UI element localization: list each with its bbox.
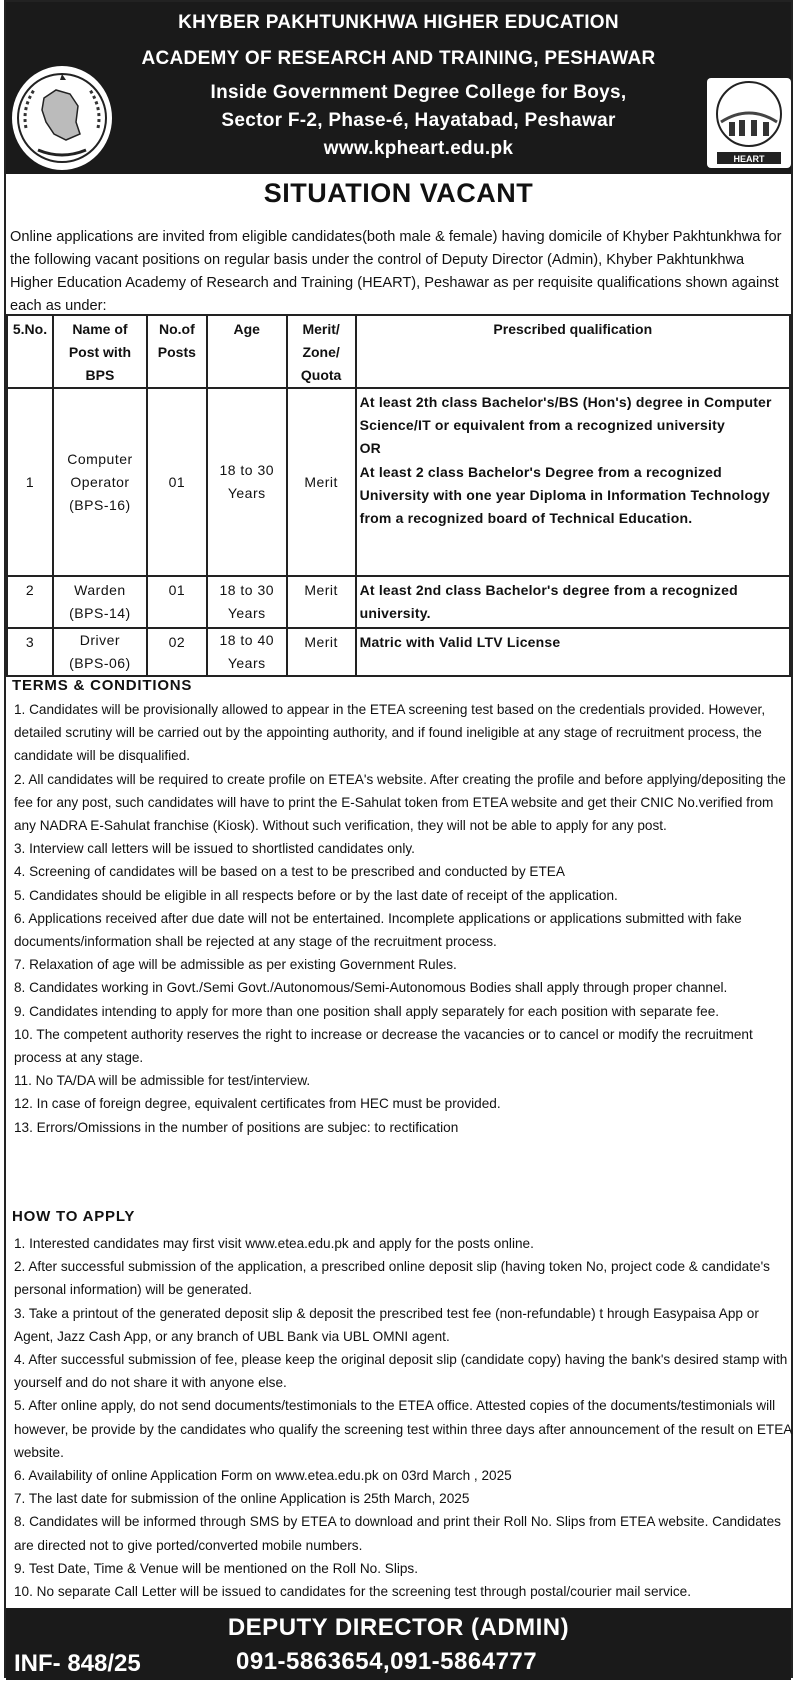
header-line-2: ACADEMY OF RESEARCH AND TRAINING, PESHAWAR — [141, 48, 656, 69]
terms-list — [14, 698, 796, 1139]
cell-merit: Merit — [287, 576, 356, 628]
cell-sno: 1 — [7, 388, 53, 576]
advertisement-page — [4, 0, 793, 1678]
page-title: SITUATION VACANT — [263, 178, 534, 208]
col-header-age: Age — [207, 315, 287, 388]
list-item: 7. Relaxation of age will be admissible as per existing Government Rules. — [14, 957, 457, 973]
contact-phones: 091-5863654,091-5864777 — [236, 1648, 538, 1675]
list-item: 3. Interview call letters will be issued to shortlisted candidates only. — [14, 841, 415, 857]
col-header-merit: Merit/ Zone/ Quota — [287, 315, 356, 388]
list-item: 6. Availability of online Application Form on www.etea.edu.pk on 03rd March , 2025 — [14, 1468, 512, 1484]
table-row — [7, 628, 790, 676]
list-item: 5. Candidates should be eligible in all respects before or by the last date of receipt of the application. — [14, 887, 618, 903]
col-header-post: Name of Post with BPS — [53, 315, 147, 388]
header-line-3: Inside Government Degree College for Boys, — [210, 82, 627, 103]
cell-posts: 02 — [147, 628, 207, 676]
list-item: 1. Candidates will be provisionally allowed to appear in the ETEA screening test based on the credentials provided. However, detailed scrutiny will be carried out by the appointing authority, and if found ineligible at any stage of recruitment process, the candidate will be disqualified. — [14, 702, 766, 764]
list-item: 3. Take a printout of the generated deposit slip & deposit the prescribed test fee (non-refundable) t hrough Easypaisa App or Agent, Jazz Cash App, or any branch of UBL Bank via UBL OMNI agent. — [14, 1305, 759, 1344]
list-item: 8. Candidates will be informed through SMS by ETEA to download and print their Roll No. Slips from ETEA website. Candidates are directed not to give ported/converted mobile numbers. — [14, 1514, 781, 1553]
cell-qualification: At least 2th class Bachelor's/BS (Hon's) degree in Computer Science/IT or equivalent from a recognized university OR At least 2 class Bachelor's Degree from a recognized University with one year Diploma in Information Technology from a recognized board of Technical Education. — [356, 388, 790, 576]
list-item: 9. Candidates intending to apply for more than one position shall apply separately for each position with separate fee. — [14, 1003, 720, 1019]
col-header-posts: No.of Posts — [147, 315, 207, 388]
cell-age: 18 to 30 Years — [207, 388, 287, 576]
intro-paragraph: Online applications are invited from eligible candidates(both male & female) having domicile of Khyber Pakhtunkhwa for the following vacant positions on regular basis under the control of Deputy Director (Admin), Khyber Pakhtunkhwa Higher Education Academy of Research and Training (HEART), Peshawar as per requisite qualifications shown against each as under: — [10, 229, 782, 314]
col-header-qualification: Prescribed qualification — [356, 315, 790, 388]
cell-post: Computer Operator (BPS-16) — [53, 388, 147, 576]
header-line-4: Sector F-2, Phase-é, Hayatabad, Peshawar — [221, 110, 616, 131]
how-to-apply-heading: HOW TO APPLY — [12, 1208, 136, 1225]
cell-posts: 01 — [147, 388, 207, 576]
cell-age: 18 to 40 Years — [207, 628, 287, 676]
cell-sno: 2 — [7, 576, 53, 628]
table-row — [7, 576, 790, 628]
list-item: 10. The competent authority reserves the right to increase or decrease the vacancies or to cancel or modify the recruitment process at any stage. — [14, 1026, 753, 1066]
cell-age: 18 to 30 Years — [207, 576, 287, 628]
table-row — [7, 388, 790, 576]
kp-government-emblem-icon — [12, 66, 112, 170]
heart-academy-logo-icon — [707, 78, 791, 168]
how-to-apply-list — [14, 1232, 796, 1603]
cell-merit: Merit — [287, 628, 356, 676]
list-item: 4. After successful submission of fee, please keep the original deposit slip (candidate copy) having the bank's desired stamp with yourself and do not share it with anyone else. — [14, 1352, 788, 1391]
list-item: 8. Candidates working in Govt./Semi Govt./Autonomous/Semi-Autonomous Bodies shall apply through proper channel. — [14, 980, 728, 996]
list-item: 9. Test Date, Time & Venue will be mentioned on the Roll No. Slips. — [14, 1560, 419, 1576]
list-item: 6. Applications received after due date will not be entertained. Incomplete applications or applications submitted with fake documents/information shall be rejected at any stage of the recruitment process. — [14, 910, 742, 950]
header-website: www.kpheart.edu.pk — [323, 138, 514, 159]
header-line-1: KHYBER PAKHTUNKHWA HIGHER EDUCATION — [178, 12, 619, 33]
cell-posts: 01 — [147, 576, 207, 628]
header-banner — [6, 2, 791, 174]
cell-qualification: At least 2nd class Bachelor's degree from a recognized university. — [356, 576, 790, 628]
cell-merit: Merit — [287, 388, 356, 576]
list-item: 4. Screening of candidates will be based on a test to be prescribed and conducted by ETEA — [14, 864, 565, 880]
footer-banner — [6, 1608, 791, 1680]
list-item: 1. Interested candidates may first visit www.etea.edu.pk and apply for the posts online. — [14, 1236, 534, 1251]
vacancy-table — [6, 314, 791, 677]
heart-logo-text: HEART — [733, 154, 765, 164]
list-item: 10. No separate Call Letter will be issued to candidates for the screening test through postal/courier mail service. — [14, 1584, 692, 1600]
cell-qualification: Matric with Valid LTV License — [356, 628, 790, 676]
list-item: 13. Errors/Omissions in the number of positions are subjec: to rectification — [14, 1119, 459, 1135]
signatory-designation: DEPUTY DIRECTOR (ADMIN) — [227, 1614, 570, 1641]
list-item: 5. After online apply, do not send documents/testimonials to the ETEA office. Attested copies of the documents/testimonials will however, be provide by the candidates who qualify the screening test within three days after announcement of the result on ETEA website. — [14, 1398, 792, 1460]
cell-post: Warden (BPS-14) — [53, 576, 147, 628]
list-item: 2. After successful submission of the application, a prescribed online deposit slip (having token No, project code & candidate's personal information) will be generated. — [14, 1259, 770, 1298]
advertisement-reference: INF- 848/25 — [14, 1650, 141, 1677]
terms-heading: TERMS & CONDITIONS — [12, 677, 193, 694]
cell-post: Driver (BPS-06) — [53, 628, 147, 676]
col-header-sno: 5.No. — [7, 315, 53, 388]
cell-sno: 3 — [7, 628, 53, 676]
list-item: 7. The last date for submission of the online Application is 25th March, 2025 — [14, 1491, 470, 1507]
list-item: 2. All candidates will be required to create profile on ETEA's website. After creating the profile and before applying/depositing the fee for any post, such candidates will have to print the E-Sahulat token from ETEA website and get their CNIC No.verified from any NADRA E-Sahulat franchise (Kiosk). Without such verification, they will not be able to apply for any post. — [14, 771, 786, 834]
list-item: 11. No TA/DA will be admissible for test/interview. — [14, 1073, 311, 1089]
list-item: 12. In case of foreign degree, equivalent certificates from HEC must be provided. — [14, 1096, 501, 1112]
